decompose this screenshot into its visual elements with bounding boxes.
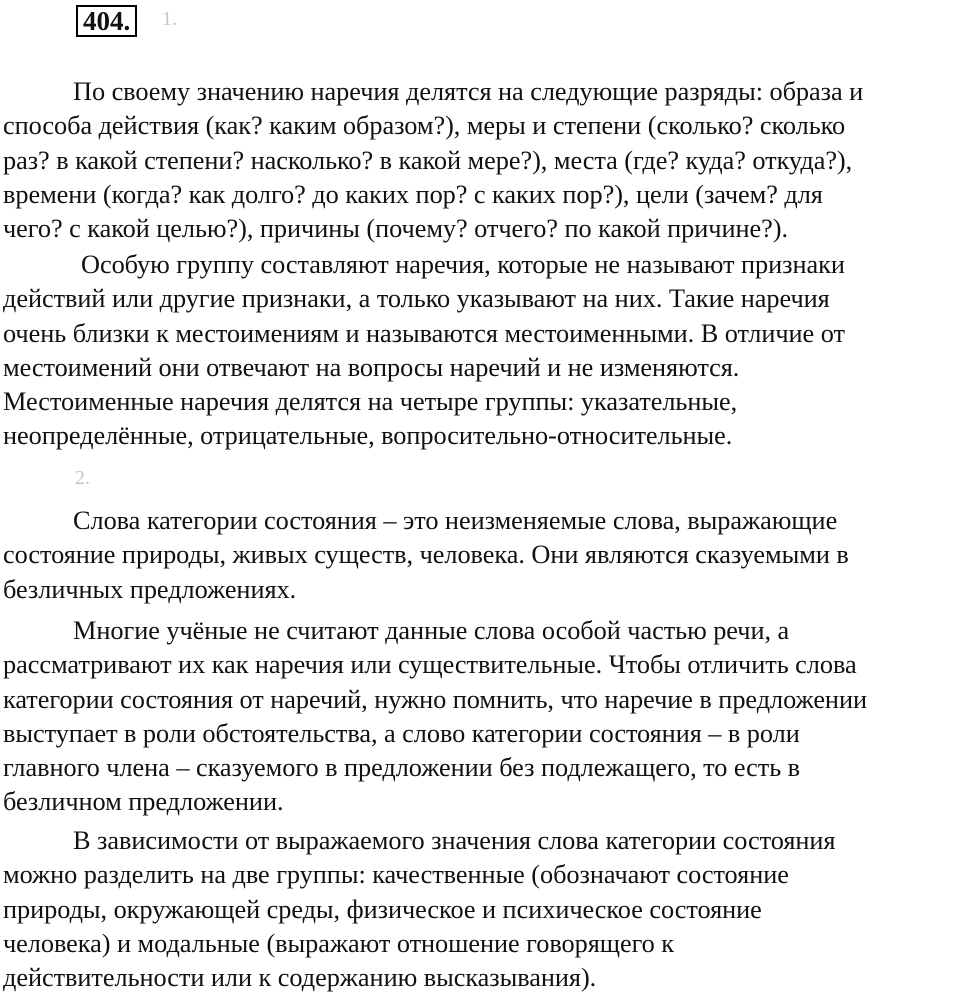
text-line: состояние природы, живых существ, человека. Они являются сказуемыми в <box>3 540 849 570</box>
paragraph-pronominal-adverbs <box>3 248 958 454</box>
paragraph-adverb-categories <box>3 75 958 246</box>
text-line: категории состояния от наречий, нужно помнить, что наречие в предложении <box>3 684 868 714</box>
text-line: раз? в какой степени? насколько? в какой мере?), места (где? куда? откуда?), <box>3 145 853 175</box>
text-line: выступает в роли обстоятельства, а слово категории состояния – в роли <box>3 718 800 748</box>
section-marker-2: 2. <box>75 467 90 489</box>
text-line: природы, окружающей среды, физическое и психическое состояние <box>3 894 762 924</box>
section-marker-1: 1. <box>162 8 177 30</box>
text-line: Особую группу составляют наречия, которые не называют признаки <box>81 250 845 279</box>
text-line: По своему значению наречия делятся на следующие разряды: образа и <box>73 77 864 106</box>
text-line: Местоименные наречия делятся на четыре группы: указательные, <box>3 387 738 417</box>
text-line: можно разделить на две группы: качественные (обозначают состояние <box>3 860 789 890</box>
text-line: действительности или к содержанию высказывания). <box>3 963 597 993</box>
text-line: времени (когда? как долго? до каких пор? с каких пор?), цели (зачем? для <box>3 179 823 209</box>
text-line: действий или другие признаки, а только указывают на них. Такие наречия <box>3 284 830 314</box>
text-line: человека) и модальные (выражают отношение говорящего к <box>3 928 675 958</box>
text-line: Многие учёные не считают данные слова особой частью речи, а <box>73 616 790 645</box>
text-line: главного члена – сказуемого в предложении без подлежащего, то есть в <box>3 753 801 783</box>
paragraph-state-groups <box>3 824 958 995</box>
text-line: неопределённые, отрицательные, вопросительно-относительные. <box>3 421 733 451</box>
text-line: Слова категории состояния – это неизменяемые слова, выражающие <box>73 506 838 535</box>
text-line: чего? с какой целью?), причины (почему? отчего? по какой причине?). <box>3 214 788 244</box>
paragraph-state-vs-adverb <box>3 614 958 820</box>
text-line: очень близки к местоимениям и называются местоименными. В отличие от <box>3 318 845 348</box>
paragraph-state-category <box>3 504 958 607</box>
text-line: способа действия (как? каким образом?), меры и степени (сколько? сколько <box>3 111 846 141</box>
text-line: рассматривают их как наречия или существительные. Чтобы отличить слова <box>3 650 857 680</box>
exercise-number: 404. <box>76 5 137 37</box>
text-line: безличном предложении. <box>3 787 284 817</box>
text-line: безличных предложениях. <box>3 574 297 604</box>
text-line: местоимений они отвечают на вопросы наречий и не изменяются. <box>3 352 740 382</box>
text-line: В зависимости от выражаемого значения слова категории состояния <box>73 826 836 855</box>
